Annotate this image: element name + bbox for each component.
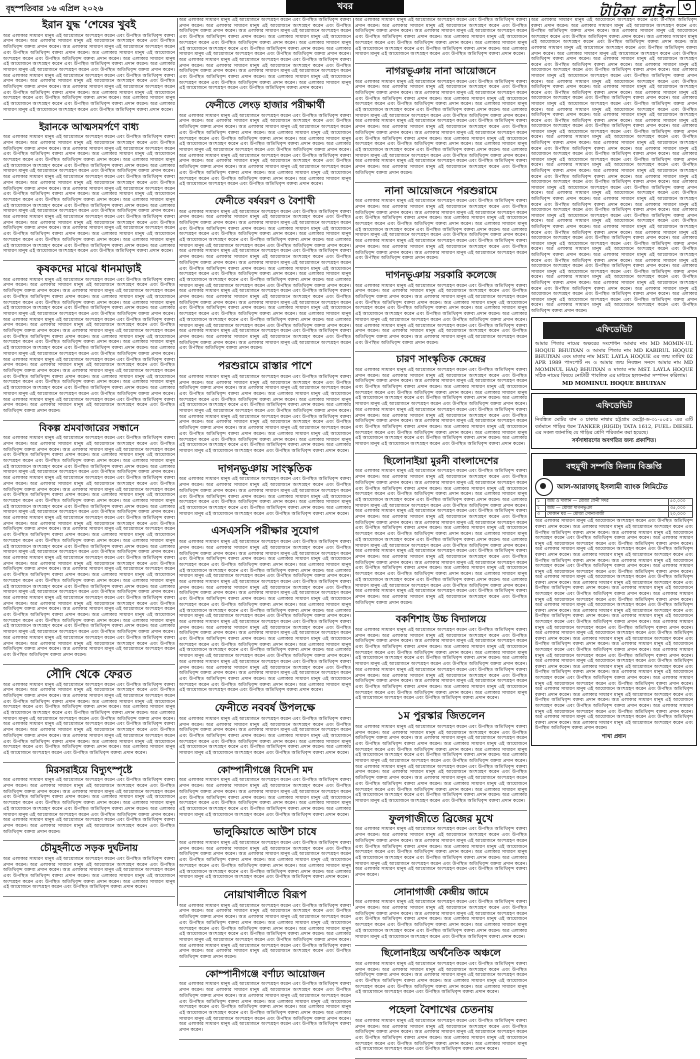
article-divider <box>179 762 351 763</box>
affidavit-text: নিবন্ধিত মোটর যান ৩ চাকার নাম্বার চট্টগ্রাম মেট্রো-ড-৩১-০০৫১ এর এটি বর্তমানে গাড়ির ধরন TANKER (RIGID) TATA 1612, FUEL: DIESEL এর সকল জানাচ্ছি যে গাড়ির শ্রেণি পরিবর্তন করা হয়েছে। <box>535 417 693 436</box>
article <box>3 20 175 114</box>
article-divider <box>355 351 527 352</box>
article-headline: ফেনীতে নববর্ষ উপলক্ষে <box>214 702 316 715</box>
article-divider <box>355 182 527 183</box>
article <box>179 18 351 92</box>
article-body: অত্র এলাকার সাধারণ মানুষ এই আয়োজনে অংশগ্রহণ করেন এবং উপস্থিত অতিথিবৃন্দ বক্তব্য প্রদান করেন। অত্র এলাকার সাধারণ মানুষ এই আয়োজনে অংশগ্রহণ করেন এবং উপস্থিত অতিথিবৃন্দ বক্তব্য প্রদান করেন। অত্র এলাকার সাধারণ মানুষ এই আয়োজনে অংশগ্রহণ করেন এবং উপস্থিত অতিথিবৃন্দ বক্তব্য প্রদান করেন। অত্র এলাকার সাধারণ মানুষ এই আয়োজনে অংশগ্রহণ করেন এবং উপস্থিত অতিথিবৃন্দ বক্তব্য প্রদান করেন। অত্র এলাকার সাধারণ মানুষ এই আয়োজনে অংশগ্রহণ করেন এবং উপস্থিত অতিথিবৃন্দ বক্তব্য প্রদান করেন। অত্র এলাকার সাধারণ মানুষ এই আয়োজনে অংশগ্রহণ করেন এবং উপস্থিত অতিথিবৃন্দ বক্তব্য প্রদান করেন। <box>355 18 527 58</box>
article-headline: কোম্পানীগঞ্জে বর্ণাঢ্য আয়োজন <box>205 968 325 980</box>
article-headline: সোনাগাজী কেন্দ্রীয় জামে <box>393 886 489 898</box>
column-4 <box>531 18 697 906</box>
article-divider <box>179 97 351 98</box>
article-body: অত্র এলাকার সাধারণ মানুষ এই আয়োজনে অংশগ্রহণ করেন এবং উপস্থিত অতিথিবৃন্দ বক্তব্য প্রদান করেন। অত্র এলাকার সাধারণ মানুষ এই আয়োজনে অংশগ্রহণ করেন এবং উপস্থিত অতিথিবৃন্দ বক্তব্য প্রদান করেন। অত্র এলাকার সাধারণ মানুষ এই আয়োজনে অংশগ্রহণ করেন এবং উপস্থিত অতিথিবৃন্দ বক্তব্য প্রদান করেন। অত্র এলাকার সাধারণ মানুষ এই আয়োজনে অংশগ্রহণ করেন এবং উপস্থিত অতিথিবৃন্দ বক্তব্য প্রদান করেন। অত্র এলাকার সাধারণ মানুষ এই আয়োজনে অংশগ্রহণ করেন এবং উপস্থিত অতিথিবৃন্দ বক্তব্য প্রদান করেন। অত্র এলাকার সাধারণ মানুষ এই আয়োজনে অংশগ্রহণ করেন এবং উপস্থিত অতিথিবৃন্দ বক্তব্য প্রদান করেন। অত্র এলাকার সাধারণ মানুষ এই আয়োজনে অংশগ্রহণ করেন এবং উপস্থিত অতিথিবৃন্দ বক্তব্য প্রদান করেন। অত্র এলাকার সাধারণ মানুষ এই আয়োজনে অংশগ্রহণ করেন এবং উপস্থিত অতিথিবৃন্দ বক্তব্য প্রদান করেন। অত্র এলাকার সাধারণ মানুষ এই আয়োজনে অংশগ্রহণ করেন এবং উপস্থিত অতিথিবৃন্দ বক্তব্য প্রদান করেন। অত্র এলাকার সাধারণ মানুষ এই আয়োজনে অংশগ্রহণ করেন এবং উপস্থিত অতিথিবৃন্দ বক্তব্য প্রদান করেন। অত্র এলাকার সাধারণ মানুষ এই আয়োজনে অংশগ্রহণ করেন এবং উপস্থিত অতিথিবৃন্দ বক্তব্য প্রদান করেন। <box>3 682 175 756</box>
article-body: অত্র এলাকার সাধারণ মানুষ এই আয়োজনে অংশগ্রহণ করেন এবং উপস্থিত অতিথিবৃন্দ বক্তব্য প্রদান করেন। অত্র এলাকার সাধারণ মানুষ এই আয়োজনে অংশগ্রহণ করেন এবং উপস্থিত অতিথিবৃন্দ বক্তব্য প্রদান করেন। অত্র এলাকার সাধারণ মানুষ এই আয়োজনে অংশগ্রহণ করেন এবং উপস্থিত অতিথিবৃন্দ বক্তব্য প্রদান করেন। অত্র এলাকার সাধারণ মানুষ এই আয়োজনে অংশগ্রহণ করেন এবং উপস্থিত অতিথিবৃন্দ বক্তব্য প্রদান করেন। অত্র এলাকার সাধারণ মানুষ এই আয়োজনে অংশগ্রহণ করেন এবং উপস্থিত অতিথিবৃন্দ বক্তব্য প্রদান করেন। অত্র এলাকার সাধারণ মানুষ এই আয়োজনে অংশগ্রহণ করেন এবং উপস্থিত অতিথিবৃন্দ বক্তব্য প্রদান করেন। <box>179 778 351 818</box>
article-body: অত্র এলাকার সাধারণ মানুষ এই আয়োজনে অংশগ্রহণ করেন এবং উপস্থিত অতিথিবৃন্দ বক্তব্য প্রদান করেন। অত্র এলাকার সাধারণ মানুষ এই আয়োজনে অংশগ্রহণ করেন এবং উপস্থিত অতিথিবৃন্দ বক্তব্য প্রদান করেন। অত্র এলাকার সাধারণ মানুষ এই আয়োজনে অংশগ্রহণ করেন এবং উপস্থিত অতিথিবৃন্দ বক্তব্য প্রদান করেন। অত্র এলাকার সাধারণ মানুষ এই আয়োজনে অংশগ্রহণ করেন এবং উপস্থিত অতিথিবৃন্দ বক্তব্য প্রদান করেন। অত্র এলাকার সাধারণ মানুষ এই আয়োজনে অংশগ্রহণ করেন এবং উপস্থিত অতিথিবৃন্দ বক্তব্য প্রদান করেন। অত্র এলাকার সাধারণ মানুষ এই আয়োজনে অংশগ্রহণ করেন এবং উপস্থিত অতিথিবৃন্দ বক্তব্য প্রদান করেন। <box>179 716 351 757</box>
article-headline: কৃষকদের মাঝে ধানমাড়াই <box>36 262 142 275</box>
affidavit-banner: এফিডেভিট <box>543 398 685 415</box>
body-text: অত্র এলাকার সাধারণ মানুষ এই আয়োজনে অংশগ্রহণ করেন এবং উপস্থিত অতিথিবৃন্দ বক্তব্য প্রদান করেন। অত্র এলাকার সাধারণ মানুষ এই আয়োজনে অংশগ্রহণ করেন এবং উপস্থিত অতিথিবৃন্দ বক্তব্য প্রদান করেন। অত্র এলাকার সাধারণ মানুষ এই আয়োজনে অংশগ্রহণ করেন এবং উপস্থিত অতিথিবৃন্দ বক্তব্য প্রদান করেন। অত্র এলাকার সাধারণ মানুষ এই আয়োজনে অংশগ্রহণ করেন এবং উপস্থিত অতিথিবৃন্দ বক্তব্য প্রদান করেন। অত্র এলাকার সাধারণ মানুষ এই আয়োজনে অংশগ্রহণ করেন এবং উপস্থিত অতিথিবৃন্দ বক্তব্য প্রদান করেন। অত্র এলাকার সাধারণ মানুষ এই আয়োজনে অংশগ্রহণ করেন এবং উপস্থিত অতিথিবৃন্দ বক্তব্য প্রদান করেন। অত্র এলাকার সাধারণ মানুষ এই আয়োজনে অংশগ্রহণ করেন এবং উপস্থিত অতিথিবৃন্দ বক্তব্য প্রদান করেন। অত্র এলাকার সাধারণ মানুষ এই আয়োজনে অংশগ্রহণ করেন এবং উপস্থিত অতিথিবৃন্দ বক্তব্য প্রদান করেন। অত্র এলাকার সাধারণ মানুষ এই আয়োজনে অংশগ্রহণ করেন এবং উপস্থিত অতিথিবৃন্দ বক্তব্য প্রদান করেন। অত্র এলাকার সাধারণ মানুষ এই আয়োজনে অংশগ্রহণ করেন এবং উপস্থিত অতিথিবৃন্দ বক্তব্য প্রদান করেন। অত্র এলাকার সাধারণ মানুষ এই আয়োজনে অংশগ্রহণ করেন এবং উপস্থিত অতিথিবৃন্দ বক্তব্য প্রদান করেন। অত্র এলাকার সাধারণ মানুষ এই আয়োজনে অংশগ্রহণ করেন এবং উপস্থিত অতিথিবৃন্দ বক্তব্য প্রদান করেন। অত্র এলাকার সাধারণ মানুষ এই আয়োজনে অংশগ্রহণ করেন এবং উপস্থিত অতিথিবৃন্দ বক্তব্য প্রদান করেন। অত্র এলাকার সাধারণ মানুষ এই আয়োজনে অংশগ্রহণ করেন এবং উপস্থিত অতিথিবৃন্দ বক্তব্য প্রদান করেন। অত্র এলাকার সাধারণ মানুষ এই আয়োজনে অংশগ্রহণ করেন এবং উপস্থিত অতিথিবৃন্দ বক্তব্য প্রদান করেন। অত্র এলাকার সাধারণ মানুষ এই আয়োজনে অংশগ্রহণ করেন এবং উপস্থিত অতিথিবৃন্দ বক্তব্য প্রদান করেন। অত্র এলাকার সাধারণ মানুষ এই আয়োজনে অংশগ্রহণ করেন এবং উপস্থিত অতিথিবৃন্দ বক্তব্য প্রদান করেন। অত্র এলাকার সাধারণ মানুষ এই আয়োজনে অংশগ্রহণ করেন এবং উপস্থিত অতিথিবৃন্দ বক্তব্য প্রদান করেন। অত্র এলাকার সাধারণ মানুষ এই আয়োজনে অংশগ্রহণ করেন এবং উপস্থিত অতিথিবৃন্দ বক্তব্য প্রদান করেন। অত্র এলাকার সাধারণ মানুষ এই আয়োজনে অংশগ্রহণ করেন এবং উপস্থিত অতিথিবৃন্দ বক্তব্য প্রদান করেন। অত্র এলাকার সাধারণ মানুষ এই আয়োজনে অংশগ্রহণ করেন এবং উপস্থিত অতিথিবৃন্দ বক্তব্য প্রদান করেন। অত্র এলাকার সাধারণ মানুষ এই আয়োজনে অংশগ্রহণ করেন এবং উপস্থিত অতিথিবৃন্দ বক্তব্য প্রদান করেন। অত্র এলাকার সাধারণ মানুষ এই আয়োজনে অংশগ্রহণ করেন এবং উপস্থিত অতিথিবৃন্দ বক্তব্য প্রদান করেন। অত্র এলাকার সাধারণ মানুষ এই আয়োজনে অংশগ্রহণ করেন এবং উপস্থিত অতিথিবৃন্দ বক্তব্য প্রদান করেন। অত্র এলাকার সাধারণ মানুষ এই আয়োজনে অংশগ্রহণ করেন এবং উপস্থিত অতিথিবৃন্দ বক্তব্য প্রদান করেন। অত্র এলাকার সাধারণ মানুষ এই আয়োজনে অংশগ্রহণ করেন এবং উপস্থিত অতিথিবৃন্দ বক্তব্য প্রদান করেন। অত্র এলাকার সাধারণ মানুষ এই আয়োজনে অংশগ্রহণ করেন এবং উপস্থিত অতিথিবৃন্দ বক্তব্য প্রদান করেন। অত্র এলাকার সাধারণ মানুষ এই আয়োজনে অংশগ্রহণ করেন এবং উপস্থিত অতিথিবৃন্দ বক্তব্য প্রদান করেন। অত্র এলাকার সাধারণ মানুষ এই আয়োজনে অংশগ্রহণ করেন এবং উপস্থিত অতিথিবৃন্দ বক্তব্য প্রদান করেন। অত্র এলাকার সাধারণ মানুষ এই আয়োজনে অংশগ্রহণ করেন এবং উপস্থিত অতিথিবৃন্দ বক্তব্য প্রদান করেন। অত্র এলাকার সাধারণ মানুষ এই আয়োজনে অংশগ্রহণ করেন এবং উপস্থিত অতিথিবৃন্দ বক্তব্য প্রদান করেন। অত্র এলাকার সাধারণ মানুষ এই আয়োজনে অংশগ্রহণ করেন এবং উপস্থিত অতিথিবৃন্দ বক্তব্য প্রদান করেন। অত্র এলাকার সাধারণ মানুষ এই আয়োজনে অংশগ্রহণ করেন এবং উপস্থিত অতিথিবৃন্দ বক্তব্য প্রদান করেন। অত্র এলাকার সাধারণ মানুষ এই আয়োজনে অংশগ্রহণ করেন এবং উপস্থিত অতিথিবৃন্দ বক্তব্য প্রদান করেন। অত্র এলাকার সাধারণ মানুষ এই আয়োজনে অংশগ্রহণ করেন এবং উপস্থিত অতিথিবৃন্দ বক্তব্য প্রদান করেন। অত্র এলাকার সাধারণ মানুষ এই আয়োজনে অংশগ্রহণ করেন এবং উপস্থিত অতিথিবৃন্দ বক্তব্য প্রদান করেন। অত্র এলাকার সাধারণ মানুষ এই আয়োজনে অংশগ্রহণ করেন এবং উপস্থিত অতিথিবৃন্দ বক্তব্য প্রদান করেন। অত্র এলাকার সাধারণ মানুষ এই আয়োজনে অংশগ্রহণ করেন এবং উপস্থিত অতিথিবৃন্দ বক্তব্য প্রদান করেন। অত্র এলাকার সাধারণ মানুষ এই আয়োজনে অংশগ্রহণ করেন এবং উপস্থিত অতিথিবৃন্দ বক্তব্য প্রদান করেন। অত্র এলাকার সাধারণ মানুষ এই আয়োজনে অংশগ্রহণ করেন এবং উপস্থিত অতিথিবৃন্দ বক্তব্য প্রদান করেন। অত্র এলাকার সাধারণ মানুষ এই আয়োজনে অংশগ্রহণ করেন এবং উপস্থিত অতিথিবৃন্দ বক্তব্য প্রদান করেন। অত্র এলাকার সাধারণ মানুষ এই আয়োজনে অংশগ্রহণ করেন এবং উপস্থিত অতিথিবৃন্দ বক্তব্য প্রদান করেন। <box>531 18 697 314</box>
article-divider <box>179 966 351 967</box>
article-body: অত্র এলাকার সাধারণ মানুষ এই আয়োজনে অংশগ্রহণ করেন এবং উপস্থিত অতিথিবৃন্দ বক্তব্য প্রদান করেন। অত্র এলাকার সাধারণ মানুষ এই আয়োজনে অংশগ্রহণ করেন এবং উপস্থিত অতিথিবৃন্দ বক্তব্য প্রদান করেন। অত্র এলাকার সাধারণ মানুষ এই আয়োজনে অংশগ্রহণ করেন এবং উপস্থিত অতিথিবৃন্দ বক্তব্য প্রদান করেন। অত্র এলাকার সাধারণ মানুষ এই আয়োজনে অংশগ্রহণ করেন এবং উপস্থিত অতিথিবৃন্দ বক্তব্য প্রদান করেন। অত্র এলাকার সাধারণ মানুষ এই আয়োজনে অংশগ্রহণ করেন এবং উপস্থিত অতিথিবৃন্দ বক্তব্য প্রদান করেন। <box>3 856 175 891</box>
auction-cell: ২ <box>536 506 546 512</box>
column-1 <box>3 18 175 906</box>
article-headline: ইরান যুদ্ধ ‘শেষের খুবই <box>42 19 136 31</box>
article <box>179 197 351 352</box>
article-headline: মিরসরাইয়ে বিদ্যুৎস্পৃষ্টে <box>45 764 133 776</box>
article-body: অত্র এলাকার সাধারণ মানুষ এই আয়োজনে অংশগ্রহণ করেন এবং উপস্থিত অতিথিবৃন্দ বক্তব্য প্রদান করেন। অত্র এলাকার সাধারণ মানুষ এই আয়োজনে অংশগ্রহণ করেন এবং উপস্থিত অতিথিবৃন্দ বক্তব্য প্রদান করেন। অত্র এলাকার সাধারণ মানুষ এই আয়োজনে অংশগ্রহণ করেন এবং উপস্থিত অতিথিবৃন্দ বক্তব্য প্রদান করেন। অত্র এলাকার সাধারণ মানুষ এই আয়োজনে অংশগ্রহণ করেন এবং উপস্থিত অতিথিবৃন্দ বক্তব্য প্রদান করেন। অত্র এলাকার সাধারণ মানুষ এই আয়োজনে অংশগ্রহণ করেন এবং উপস্থিত অতিথিবৃন্দ বক্তব্য প্রদান করেন। অত্র এলাকার সাধারণ মানুষ এই আয়োজনে অংশগ্রহণ করেন এবং উপস্থিত অতিথিবৃন্দ বক্তব্য প্রদান করেন। অত্র এলাকার সাধারণ মানুষ এই আয়োজনে অংশগ্রহণ করেন এবং উপস্থিত অতিথিবৃন্দ বক্তব্য প্রদান করেন। অত্র এলাকার সাধারণ মানুষ এই আয়োজনে অংশগ্রহণ করেন এবং উপস্থিত অতিথিবৃন্দ বক্তব্য প্রদান করেন। <box>3 778 175 835</box>
article-divider <box>3 840 175 841</box>
column-divider <box>529 18 530 906</box>
article-divider <box>3 896 175 897</box>
auction-cell: ৩৫,০০০ <box>669 506 693 512</box>
article-headline: পরশুরামে রাস্তার পাশে <box>218 360 312 373</box>
masthead-logo: টাটকা লাইন <box>598 4 674 20</box>
affidavit-footer: সর্বসাধারণের অবগতির জন্য প্রকাশিত। <box>571 438 657 445</box>
article <box>355 355 527 447</box>
auction-cell: দোকান ঘর — মৌজা সোনাগাজী <box>546 512 669 518</box>
article-body: অত্র এলাকার সাধারণ মানুষ এই আয়োজনে অংশগ্রহণ করেন এবং উপস্থিত অতিথিবৃন্দ বক্তব্য প্রদান করেন। অত্র এলাকার সাধারণ মানুষ এই আয়োজনে অংশগ্রহণ করেন এবং উপস্থিত অতিথিবৃন্দ বক্তব্য প্রদান করেন। অত্র এলাকার সাধারণ মানুষ এই আয়োজনে অংশগ্রহণ করেন এবং উপস্থিত অতিথিবৃন্দ বক্তব্য প্রদান করেন। অত্র এলাকার সাধারণ মানুষ এই আয়োজনে অংশগ্রহণ করেন এবং উপস্থিত অতিথিবৃন্দ বক্তব্য প্রদান করেন। অত্র এলাকার সাধারণ মানুষ এই আয়োজনে অংশগ্রহণ করেন এবং উপস্থিত অতিথিবৃন্দ বক্তব্য প্রদান করেন। অত্র এলাকার সাধারণ মানুষ এই আয়োজনে অংশগ্রহণ করেন এবং উপস্থিত অতিথিবৃন্দ বক্তব্য প্রদান করেন। অত্র এলাকার সাধারণ মানুষ এই আয়োজনে অংশগ্রহণ করেন এবং উপস্থিত অতিথিবৃন্দ বক্তব্য প্রদান করেন। অত্র এলাকার সাধারণ মানুষ এই আয়োজনে অংশগ্রহণ করেন এবং উপস্থিত অতিথিবৃন্দ বক্তব্য প্রদান করেন। অত্র এলাকার সাধারণ মানুষ এই আয়োজনে অংশগ্রহণ করেন এবং উপস্থিত অতিথিবৃন্দ বক্তব্য প্রদান করেন। অত্র এলাকার সাধারণ মানুষ এই আয়োজনে অংশগ্রহণ করেন এবং উপস্থিত অতিথিবৃন্দ বক্তব্য প্রদান করেন। অত্র এলাকার সাধারণ মানুষ এই আয়োজনে অংশগ্রহণ করেন এবং উপস্থিত অতিথিবৃন্দ বক্তব্য প্রদান করেন। অত্র এলাকার সাধারণ মানুষ এই আয়োজনে অংশগ্রহণ করেন এবং উপস্থিত অতিথিবৃন্দ বক্তব্য প্রদান করেন। অত্র এলাকার সাধারণ মানুষ এই আয়োজনে অংশগ্রহণ করেন এবং উপস্থিত অতিথিবৃন্দ বক্তব্য প্রদান করেন। অত্র এলাকার সাধারণ মানুষ এই আয়োজনে অংশগ্রহণ করেন এবং উপস্থিত অতিথিবৃন্দ বক্তব্য প্রদান করেন। অত্র এলাকার সাধারণ মানুষ এই আয়োজনে অংশগ্রহণ করেন এবং উপস্থিত অতিথিবৃন্দ বক্তব্য প্রদান করেন। অত্র এলাকার সাধারণ মানুষ এই আয়োজনে অংশগ্রহণ করেন এবং উপস্থিত অতিথিবৃন্দ বক্তব্য প্রদান করেন। অত্র এলাকার সাধারণ মানুষ এই আয়োজনে অংশগ্রহণ করেন এবং উপস্থিত অতিথিবৃন্দ বক্তব্য প্রদান করেন। অত্র এলাকার সাধারণ মানুষ এই আয়োজনে অংশগ্রহণ করেন এবং উপস্থিত অতিথিবৃন্দ বক্তব্য প্রদান করেন। অত্র এলাকার সাধারণ মানুষ এই আয়োজনে অংশগ্রহণ করেন এবং উপস্থিত অতিথিবৃন্দ বক্তব্য প্রদান করেন। অত্র এলাকার সাধারণ মানুষ এই আয়োজনে অংশগ্রহণ করেন এবং উপস্থিত অতিথিবৃন্দ বক্তব্য প্রদান করেন। <box>355 469 527 606</box>
article-headline: ফেনীতে বর্ষবরণ ও বৈশাখী <box>214 195 316 207</box>
article <box>3 844 175 891</box>
page-number: ৩ <box>678 0 696 15</box>
article-headline: নানা আয়োজনে পরশুরামে <box>384 184 498 197</box>
auction-cell: জমি — মৌজা দাগনভূঞা <box>546 506 669 512</box>
article-body: অত্র এলাকার সাধারণ মানুষ এই আয়োজনে অংশগ্রহণ করেন এবং উপস্থিত অতিথিবৃন্দ বক্তব্য প্রদান করেন। অত্র এলাকার সাধারণ মানুষ এই আয়োজনে অংশগ্রহণ করেন এবং উপস্থিত অতিথিবৃন্দ বক্তব্য প্রদান করেন। অত্র এলাকার সাধারণ মানুষ এই আয়োজনে অংশগ্রহণ করেন এবং উপস্থিত অতিথিবৃন্দ বক্তব্য প্রদান করেন। অত্র এলাকার সাধারণ মানুষ এই আয়োজনে অংশগ্রহণ করেন এবং উপস্থিত অতিথিবৃন্দ বক্তব্য প্রদান করেন। অত্র এলাকার সাধারণ মানুষ এই আয়োজনে অংশগ্রহণ করেন এবং উপস্থিত অতিথিবৃন্দ বক্তব্য প্রদান করেন। অত্র এলাকার সাধারণ মানুষ এই আয়োজনে অংশগ্রহণ করেন এবং উপস্থিত অতিথিবৃন্দ বক্তব্য প্রদান করেন। অত্র এলাকার সাধারণ মানুষ এই আয়োজনে অংশগ্রহণ করেন এবং উপস্থিত অতিথিবৃন্দ বক্তব্য প্রদান করেন। অত্র এলাকার সাধারণ মানুষ এই আয়োজনে অংশগ্রহণ করেন এবং উপস্থিত অতিথিবৃন্দ বক্তব্য প্রদান করেন। অত্র এলাকার সাধারণ মানুষ এই আয়োজনে অংশগ্রহণ করেন এবং উপস্থিত অতিথিবৃন্দ বক্তব্য প্রদান করেন। অত্র এলাকার সাধারণ মানুষ এই আয়োজনে অংশগ্রহণ করেন এবং উপস্থিত অতিথিবৃন্দ বক্তব্য প্রদান করেন। অত্র এলাকার সাধারণ মানুষ এই আয়োজনে অংশগ্রহণ করেন এবং উপস্থিত অতিথিবৃন্দ বক্তব্য প্রদান করেন। অত্র এলাকার সাধারণ মানুষ এই আয়োজনে অংশগ্রহণ করেন এবং উপস্থিত অতিথিবৃন্দ বক্তব্য প্রদান করেন। <box>179 374 351 454</box>
article-divider <box>3 119 175 120</box>
article <box>3 424 175 659</box>
article-headline: নাগরভূঞায় নানা আয়োজনে <box>385 65 497 77</box>
article <box>355 1005 527 1053</box>
article-divider <box>355 453 527 454</box>
article-divider <box>355 63 527 64</box>
article <box>355 18 527 58</box>
article-headline: ছিলোনাইয়া মুরনী বাংলাদেশের <box>383 455 499 467</box>
article-divider <box>179 886 351 887</box>
article <box>355 615 527 702</box>
column-2 <box>179 18 351 1034</box>
auction-cell: ২০,০০০ <box>669 512 693 518</box>
auction-cell: ৫০,০০০ <box>669 499 693 505</box>
article-body: অত্র এলাকার সাধারণ মানুষ এই আয়োজনে অংশগ্রহণ করেন এবং উপস্থিত অতিথিবৃন্দ বক্তব্য প্রদান করেন। অত্র এলাকার সাধারণ মানুষ এই আয়োজনে অংশগ্রহণ করেন এবং উপস্থিত অতিথিবৃন্দ বক্তব্য প্রদান করেন। অত্র এলাকার সাধারণ মানুষ এই আয়োজনে অংশগ্রহণ করেন এবং উপস্থিত অতিথিবৃন্দ বক্তব্য প্রদান করেন। অত্র এলাকার সাধারণ মানুষ এই আয়োজনে অংশগ্রহণ করেন এবং উপস্থিত অতিথিবৃন্দ বক্তব্য প্রদান করেন। অত্র এলাকার সাধারণ মানুষ এই আয়োজনে অংশগ্রহণ করেন এবং উপস্থিত অতিথিবৃন্দ বক্তব্য প্রদান করেন। <box>355 961 527 996</box>
article-body: অত্র এলাকার সাধারণ মানুষ এই আয়োজনে অংশগ্রহণ করেন এবং উপস্থিত অতিথিবৃন্দ বক্তব্য প্রদান করেন। অত্র এলাকার সাধারণ মানুষ এই আয়োজনে অংশগ্রহণ করেন এবং উপস্থিত অতিথিবৃন্দ বক্তব্য প্রদান করেন। অত্র এলাকার সাধারণ মানুষ এই আয়োজনে অংশগ্রহণ করেন এবং উপস্থিত অতিথিবৃন্দ বক্তব্য প্রদান করেন। অত্র এলাকার সাধারণ মানুষ এই আয়োজনে অংশগ্রহণ করেন এবং উপস্থিত অতিথিবৃন্দ বক্তব্য প্রদান করেন। অত্র এলাকার সাধারণ মানুষ এই আয়োজনে অংশগ্রহণ করেন এবং উপস্থিত অতিথিবৃন্দ বক্তব্য প্রদান করেন। অত্র এলাকার সাধারণ মানুষ এই আয়োজনে অংশগ্রহণ করেন এবং উপস্থিত অতিথিবৃন্দ বক্তব্য প্রদান করেন। অত্র এলাকার সাধারণ মানুষ এই আয়োজনে অংশগ্রহণ করেন এবং উপস্থিত অতিথিবৃন্দ বক্তব্য প্রদান করেন। <box>179 982 351 1034</box>
article-body: অত্র এলাকার সাধারণ মানুষ এই আয়োজনে অংশগ্রহণ করেন এবং উপস্থিত অতিথিবৃন্দ বক্তব্য প্রদান করেন। অত্র এলাকার সাধারণ মানুষ এই আয়োজনে অংশগ্রহণ করেন এবং উপস্থিত অতিথিবৃন্দ বক্তব্য প্রদান করেন। অত্র এলাকার সাধারণ মানুষ এই আয়োজনে অংশগ্রহণ করেন এবং উপস্থিত অতিথিবৃন্দ বক্তব্য প্রদান করেন। অত্র এলাকার সাধারণ মানুষ এই আয়োজনে অংশগ্রহণ করেন এবং উপস্থিত অতিথিবৃন্দ বক্তব্য প্রদান করেন। অত্র এলাকার সাধারণ মানুষ এই আয়োজনে অংশগ্রহণ করেন এবং উপস্থিত অতিথিবৃন্দ বক্তব্য প্রদান করেন। অত্র এলাকার সাধারণ মানুষ এই আয়োজনে অংশগ্রহণ করেন এবং উপস্থিত অতিথিবৃন্দ বক্তব্য প্রদান করেন। অত্র এলাকার সাধারণ মানুষ এই আয়োজনে অংশগ্রহণ করেন এবং উপস্থিত অতিথিবৃন্দ বক্তব্য প্রদান করেন। অত্র এলাকার সাধারণ মানুষ এই আয়োজনে অংশগ্রহণ করেন এবং উপস্থিত অতিথিবৃন্দ বক্তব্য প্রদান করেন। অত্র এলাকার সাধারণ মানুষ এই আয়োজনে অংশগ্রহণ করেন এবং উপস্থিত অতিথিবৃন্দ বক্তব্য প্রদান করেন। অত্র এলাকার সাধারণ মানুষ এই আয়োজনে অংশগ্রহণ করেন এবং উপস্থিত অতিথিবৃন্দ বক্তব্য প্রদান করেন। অত্র এলাকার সাধারণ মানুষ এই আয়োজনে অংশগ্রহণ করেন এবং উপস্থিত অতিথিবৃন্দ বক্তব্য প্রদান করেন। অত্র এলাকার সাধারণ মানুষ এই আয়োজনে অংশগ্রহণ করেন এবং উপস্থিত অতিথিবৃন্দ বক্তব্য প্রদান করেন। অত্র এলাকার সাধারণ মানুষ এই আয়োজনে অংশগ্রহণ করেন এবং উপস্থিত অতিথিবৃন্দ বক্তব্য প্রদান করেন। অত্র এলাকার সাধারণ মানুষ এই আয়োজনে অংশগ্রহণ করেন এবং উপস্থিত অতিথিবৃন্দ বক্তব্য প্রদান করেন। অত্র এলাকার সাধারণ মানুষ এই আয়োজনে অংশগ্রহণ করেন এবং উপস্থিত অতিথিবৃন্দ বক্তব্য প্রদান করেন। অত্র এলাকার সাধারণ মানুষ এই আয়োজনে অংশগ্রহণ করেন এবং উপস্থিত অতিথিবৃন্দ বক্তব্য প্রদান করেন। অত্র এলাকার সাধারণ মানুষ এই আয়োজনে অংশগ্রহণ করেন এবং উপস্থিত অতিথিবৃন্দ বক্তব্য প্রদান করেন। অত্র এলাকার সাধারণ মানুষ এই আয়োজনে অংশগ্রহণ করেন এবং উপস্থিত অতিথিবৃন্দ বক্তব্য প্রদান করেন। অত্র এলাকার সাধারণ মানুষ এই আয়োজনে অংশগ্রহণ করেন এবং উপস্থিত অতিথিবৃন্দ বক্তব্য প্রদান করেন। অত্র এলাকার সাধারণ মানুষ এই আয়োজনে অংশগ্রহণ করেন এবং উপস্থিত অতিথিবৃন্দ বক্তব্য প্রদান করেন। অত্র এলাকার সাধারণ মানুষ এই আয়োজনে অংশগ্রহণ করেন এবং উপস্থিত অতিথিবৃন্দ বক্তব্য প্রদান করেন। <box>179 209 351 352</box>
article-body: অত্র এলাকার সাধারণ মানুষ এই আয়োজনে অংশগ্রহণ করেন এবং উপস্থিত অতিথিবৃন্দ বক্তব্য প্রদান করেন। অত্র এলাকার সাধারণ মানুষ এই আয়োজনে অংশগ্রহণ করেন এবং উপস্থিত অতিথিবৃন্দ বক্তব্য প্রদান করেন। অত্র এলাকার সাধারণ মানুষ এই আয়োজনে অংশগ্রহণ করেন এবং উপস্থিত অতিথিবৃন্দ বক্তব্য প্রদান করেন। অত্র এলাকার সাধারণ মানুষ এই আয়োজনে অংশগ্রহণ করেন এবং উপস্থিত অতিথিবৃন্দ বক্তব্য প্রদান করেন। অত্র এলাকার সাধারণ মানুষ এই আয়োজনে অংশগ্রহণ করেন এবং উপস্থিত অতিথিবৃন্দ বক্তব্য প্রদান করেন। অত্র এলাকার সাধারণ মানুষ এই আয়োজনে অংশগ্রহণ করেন এবং উপস্থিত অতিথিবৃন্দ বক্তব্য প্রদান করেন। <box>179 841 351 881</box>
article <box>179 526 351 694</box>
article-body: অত্র এলাকার সাধারণ মানুষ এই আয়োজনে অংশগ্রহণ করেন এবং উপস্থিত অতিথিবৃন্দ বক্তব্য প্রদান করেন। অত্র এলাকার সাধারণ মানুষ এই আয়োজনে অংশগ্রহণ করেন এবং উপস্থিত অতিথিবৃন্দ বক্তব্য প্রদান করেন। অত্র এলাকার সাধারণ মানুষ এই আয়োজনে অংশগ্রহণ করেন এবং উপস্থিত অতিথিবৃন্দ বক্তব্য প্রদান করেন। অত্র এলাকার সাধারণ মানুষ এই আয়োজনে অংশগ্রহণ করেন এবং উপস্থিত অতিথিবৃন্দ বক্তব্য প্রদান করেন। অত্র এলাকার সাধারণ মানুষ এই আয়োজনে অংশগ্রহণ করেন এবং উপস্থিত অতিথিবৃন্দ বক্তব্য প্রদান করেন। অত্র এলাকার সাধারণ মানুষ এই আয়োজনে অংশগ্রহণ করেন এবং উপস্থিত অতিথিবৃন্দ বক্তব্য প্রদান করেন। অত্র এলাকার সাধারণ মানুষ এই আয়োজনে অংশগ্রহণ করেন এবং উপস্থিত অতিথিবৃন্দ বক্তব্য প্রদান করেন। অত্র এলাকার সাধারণ মানুষ এই আয়োজনে অংশগ্রহণ করেন এবং উপস্থিত অতিথিবৃন্দ বক্তব্য প্রদান করেন। অত্র এলাকার সাধারণ মানুষ এই আয়োজনে অংশগ্রহণ করেন এবং উপস্থিত অতিথিবৃন্দ বক্তব্য প্রদান করেন। <box>355 283 527 346</box>
article-divider <box>355 1001 527 1002</box>
article-headline: এসএসসি পরীক্ষার সুযোগ <box>211 525 319 538</box>
affidavit-box <box>531 393 697 449</box>
article-divider <box>179 823 351 824</box>
article <box>3 264 175 415</box>
affidavit-signature: MD MOMINUL HOQUE BHUIYAN <box>562 381 666 388</box>
article-headline: বিকল্প শ্রমবাজারের সন্ধানে <box>39 422 139 434</box>
article <box>179 970 351 1034</box>
article-body: অত্র এলাকার সাধারণ মানুষ এই আয়োজনে অংশগ্রহণ করেন এবং উপস্থিত অতিথিবৃন্দ বক্তব্য প্রদান করেন। অত্র এলাকার সাধারণ মানুষ এই আয়োজনে অংশগ্রহণ করেন এবং উপস্থিত অতিথিবৃন্দ বক্তব্য প্রদান করেন। অত্র এলাকার সাধারণ মানুষ এই আয়োজনে অংশগ্রহণ করেন এবং উপস্থিত অতিথিবৃন্দ বক্তব্য প্রদান করেন। অত্র এলাকার সাধারণ মানুষ এই আয়োজনে অংশগ্রহণ করেন এবং উপস্থিত অতিথিবৃন্দ বক্তব্য প্রদান করেন। অত্র এলাকার সাধারণ মানুষ এই আয়োজনে অংশগ্রহণ করেন এবং উপস্থিত অতিথিবৃন্দ বক্তব্য প্রদান করেন। অত্র এলাকার সাধারণ মানুষ এই আয়োজনে অংশগ্রহণ করেন এবং উপস্থিত অতিথিবৃন্দ বক্তব্য প্রদান করেন। অত্র এলাকার সাধারণ মানুষ এই আয়োজনে অংশগ্রহণ করেন এবং উপস্থিত অতিথিবৃন্দ বক্তব্য প্রদান করেন। অত্র এলাকার সাধারণ মানুষ এই আয়োজনে অংশগ্রহণ করেন এবং উপস্থিত অতিথিবৃন্দ বক্তব্য প্রদান করেন। অত্র এলাকার সাধারণ মানুষ এই আয়োজনে অংশগ্রহণ করেন এবং উপস্থিত অতিথিবৃন্দ বক্তব্য প্রদান করেন। অত্র এলাকার সাধারণ মানুষ এই আয়োজনে অংশগ্রহণ করেন এবং উপস্থিত অতিথিবৃন্দ বক্তব্য প্রদান করেন। অত্র এলাকার সাধারণ মানুষ এই আয়োজনে অংশগ্রহণ করেন এবং উপস্থিত অতিথিবৃন্দ বক্তব্য প্রদান করেন। অত্র এলাকার সাধারণ মানুষ এই আয়োজনে অংশগ্রহণ করেন এবং উপস্থিত অতিথিবৃন্দ বক্তব্য প্রদান করেন। অত্র এলাকার সাধারণ মানুষ এই আয়োজনে অংশগ্রহণ করেন এবং উপস্থিত অতিথিবৃন্দ বক্তব্য প্রদান করেন। অত্র এলাকার সাধারণ মানুষ এই আয়োজনে অংশগ্রহণ করেন এবং উপস্থিত অতিথিবৃন্দ বক্তব্য প্রদান করেন। অত্র এলাকার সাধারণ মানুষ এই আয়োজনে অংশগ্রহণ করেন এবং উপস্থিত অতিথিবৃন্দ বক্তব্য প্রদান করেন। অত্র এলাকার সাধারণ মানুষ এই আয়োজনে অংশগ্রহণ করেন এবং উপস্থিত অতিথিবৃন্দ বক্তব্য প্রদান করেন। অত্র এলাকার সাধারণ মানুষ এই আয়োজনে অংশগ্রহণ করেন এবং উপস্থিত অতিথিবৃন্দ বক্তব্য প্রদান করেন। অত্র এলাকার সাধারণ মানুষ এই আয়োজনে অংশগ্রহণ করেন এবং উপস্থিত অতিথিবৃন্দ বক্তব্য প্রদান করেন। অত্র এলাকার সাধারণ মানুষ এই আয়োজনে অংশগ্রহণ করেন এবং উপস্থিত অতিথিবৃন্দ বক্তব্য প্রদান করেন। অত্র এলাকার সাধারণ মানুষ এই আয়োজনে অংশগ্রহণ করেন এবং উপস্থিত অতিথিবৃন্দ বক্তব্য প্রদান করেন। অত্র এলাকার সাধারণ মানুষ এই আয়োজনে অংশগ্রহণ করেন এবং উপস্থিত অতিথিবৃন্দ বক্তব্য প্রদান করেন। অত্র এলাকার সাধারণ মানুষ এই আয়োজনে অংশগ্রহণ করেন এবং উপস্থিত অতিথিবৃন্দ বক্তব্য প্রদান করেন। অত্র এলাকার সাধারণ মানুষ এই আয়োজনে অংশগ্রহণ করেন এবং উপস্থিত অতিথিবৃন্দ বক্তব্য প্রদান করেন। অত্র এলাকার সাধারণ মানুষ এই আয়োজনে অংশগ্রহণ করেন এবং উপস্থিত অতিথিবৃন্দ বক্তব্য প্রদান করেন। অত্র এলাকার সাধারণ মানুষ এই আয়োজনে অংশগ্রহণ করেন এবং উপস্থিত অতিথিবৃন্দ বক্তব্য প্রদান করেন। অত্র এলাকার সাধারণ মানুষ এই আয়োজনে অংশগ্রহণ করেন এবং উপস্থিত অতিথিবৃন্দ বক্তব্য প্রদান করেন। অত্র এলাকার সাধারণ মানুষ এই আয়োজনে অংশগ্রহণ করেন এবং উপস্থিত অতিথিবৃন্দ বক্তব্য প্রদান করেন। অত্র এলাকার সাধারণ মানুষ এই আয়োজনে অংশগ্রহণ করেন এবং উপস্থিত অতিথিবৃন্দ বক্তব্য প্রদান করেন। অত্র এলাকার সাধারণ মানুষ এই আয়োজনে অংশগ্রহণ করেন এবং উপস্থিত অতিথিবৃন্দ বক্তব্য প্রদান করেন। অত্র এলাকার সাধারণ মানুষ এই আয়োজনে অংশগ্রহণ করেন এবং উপস্থিত অতিথিবৃন্দ বক্তব্য প্রদান করেন। অত্র এলাকার সাধারণ মানুষ এই আয়োজনে অংশগ্রহণ করেন এবং উপস্থিত অতিথিবৃন্দ বক্তব্য প্রদান করেন। অত্র এলাকার সাধারণ মানুষ এই আয়োজনে অংশগ্রহণ করেন এবং উপস্থিত অতিথিবৃন্দ বক্তব্য প্রদান করেন। অত্র এলাকার সাধারণ মানুষ এই আয়োজনে অংশগ্রহণ করেন এবং উপস্থিত অতিথিবৃন্দ বক্তব্য প্রদান করেন। <box>3 436 175 658</box>
article <box>179 464 351 518</box>
auction-banner: বহুমুখী সম্পত্তি নিলাম বিজ্ঞপ্তি <box>543 459 685 476</box>
article-headline: ১ম পুরস্কার জিতলেন <box>397 710 485 723</box>
affidavit-text: আমার পিতার নামের অক্ষরের সংশোধন আমার নাম MD MOMIN-UL HOQUE BHUIYAN ও আমার পিতার নাম MD KABIRUL HOQUE BHUIYAN এবং মাতার নাম MST. LAYLA HOQUE এর জন্ম তারিখ 02 APR 1989 পাসপোর্ট নং ও আমার জন্ম নিবন্ধন সনদে আমার নাম MD MOMINUL HAQ BHUIYAN ও মাতার নাম MST. LAYLA HOQUE সঠিক নামের বিষয়ে নোটারী পাবলিক এর মাধ্যমে হলফনামা সম্পাদন করিলাম। <box>535 341 693 379</box>
column-divider <box>353 18 354 906</box>
article-body: অত্র এলাকার সাধারণ মানুষ এই আয়োজনে অংশগ্রহণ করেন এবং উপস্থিত অতিথিবৃন্দ বক্তব্য প্রদান করেন। অত্র এলাকার সাধারণ মানুষ এই আয়োজনে অংশগ্রহণ করেন এবং উপস্থিত অতিথিবৃন্দ বক্তব্য প্রদান করেন। অত্র এলাকার সাধারণ মানুষ এই আয়োজনে অংশগ্রহণ করেন এবং উপস্থিত অতিথিবৃন্দ বক্তব্য প্রদান করেন। অত্র এলাকার সাধারণ মানুষ এই আয়োজনে অংশগ্রহণ করেন এবং উপস্থিত অতিথিবৃন্দ বক্তব্য প্রদান করেন। অত্র এলাকার সাধারণ মানুষ এই আয়োজনে অংশগ্রহণ করেন এবং উপস্থিত অতিথিবৃন্দ বক্তব্য প্রদান করেন। অত্র এলাকার সাধারণ মানুষ এই আয়োজনে অংশগ্রহণ করেন এবং উপস্থিত অতিথিবৃন্দ বক্তব্য প্রদান করেন। অত্র এলাকার সাধারণ মানুষ এই আয়োজনে অংশগ্রহণ করেন এবং উপস্থিত অতিথিবৃন্দ বক্তব্য প্রদান করেন। অত্র এলাকার সাধারণ মানুষ এই আয়োজনে অংশগ্রহণ করেন এবং উপস্থিত অতিথিবৃন্দ বক্তব্য প্রদান করেন। অত্র এলাকার সাধারণ মানুষ এই আয়োজনে অংশগ্রহণ করেন এবং উপস্থিত অতিথিবৃন্দ বক্তব্য প্রদান করেন। অত্র এলাকার সাধারণ মানুষ এই আয়োজনে অংশগ্রহণ করেন এবং উপস্থিত অতিথিবৃন্দ বক্তব্য প্রদান করেন। অত্র এলাকার সাধারণ মানুষ এই আয়োজনে অংশগ্রহণ করেন এবং উপস্থিত অতিথিবৃন্দ বক্তব্য প্রদান করেন। <box>179 18 351 92</box>
article-headline: চৌমুহনীতে সড়ক দুর্ঘটনায় <box>40 843 138 855</box>
article-divider <box>355 707 527 708</box>
article <box>179 766 351 819</box>
auction-cell: জমি ও দালান — মৌজা ফেনী সদর <box>546 499 669 505</box>
article <box>179 827 351 881</box>
article <box>355 67 527 177</box>
article-divider <box>355 267 527 268</box>
article-headline: পহেলা বৈশাখের চেতনায় <box>388 1004 494 1017</box>
article-divider <box>355 810 527 811</box>
article <box>355 186 527 262</box>
column-3 <box>355 18 527 1053</box>
article <box>355 271 527 346</box>
article-body: অত্র এলাকার সাধারণ মানুষ এই আয়োজনে অংশগ্রহণ করেন এবং উপস্থিত অতিথিবৃন্দ বক্তব্য প্রদান করেন। অত্র এলাকার সাধারণ মানুষ এই আয়োজনে অংশগ্রহণ করেন এবং উপস্থিত অতিথিবৃন্দ বক্তব্য প্রদান করেন। অত্র এলাকার সাধারণ মানুষ এই আয়োজনে অংশগ্রহণ করেন এবং উপস্থিত অতিথিবৃন্দ বক্তব্য প্রদান করেন। অত্র এলাকার সাধারণ মানুষ এই আয়োজনে অংশগ্রহণ করেন এবং উপস্থিত অতিথিবৃন্দ বক্তব্য প্রদান করেন। অত্র এলাকার সাধারণ মানুষ এই আয়োজনে অংশগ্রহণ করেন এবং উপস্থিত অতিথিবৃন্দ বক্তব্য প্রদান করেন। অত্র এলাকার সাধারণ মানুষ এই আয়োজনে অংশগ্রহণ করেন এবং উপস্থিত অতিথিবৃন্দ বক্তব্য প্রদান করেন। অত্র এলাকার সাধারণ মানুষ এই আয়োজনে অংশগ্রহণ করেন এবং উপস্থিত অতিথিবৃন্দ বক্তব্য প্রদান করেন। অত্র এলাকার সাধারণ মানুষ এই আয়োজনে অংশগ্রহণ করেন এবং উপস্থিত অতিথিবৃন্দ বক্তব্য প্রদান করেন। অত্র এলাকার সাধারণ মানুষ এই আয়োজনে অংশগ্রহণ করেন এবং উপস্থিত অতিথিবৃন্দ বক্তব্য প্রদান করেন। অত্র এলাকার সাধারণ মানুষ এই আয়োজনে অংশগ্রহণ করেন এবং উপস্থিত অতিথিবৃন্দ বক্তব্য প্রদান করেন। অত্র এলাকার সাধারণ মানুষ এই আয়োজনে অংশগ্রহণ করেন এবং উপস্থিত অতিথিবৃন্দ বক্তব্য প্রদান করেন। অত্র এলাকার সাধারণ মানুষ এই আয়োজনে অংশগ্রহণ করেন এবং উপস্থিত অতিথিবৃন্দ বক্তব্য প্রদান করেন। অত্র এলাকার সাধারণ মানুষ এই আয়োজনে অংশগ্রহণ করেন এবং উপস্থিত অতিথিবৃন্দ বক্তব্য প্রদান করেন। অত্র এলাকার সাধারণ মানুষ এই আয়োজনে অংশগ্রহণ করেন এবং উপস্থিত অতিথিবৃন্দ বক্তব্য প্রদান করেন। অত্র এলাকার সাধারণ মানুষ এই আয়োজনে অংশগ্রহণ করেন এবং উপস্থিত অতিথিবৃন্দ বক্তব্য প্রদান করেন। অত্র এলাকার সাধারণ মানুষ এই আয়োজনে অংশগ্রহণ করেন এবং উপস্থিত অতিথিবৃন্দ বক্তব্য প্রদান করেন। অত্র এলাকার সাধারণ মানুষ এই আয়োজনে অংশগ্রহণ করেন এবং উপস্থিত অতিথিবৃন্দ বক্তব্য প্রদান করেন। অত্র এলাকার সাধারণ মানুষ এই আয়োজনে অংশগ্রহণ করেন এবং উপস্থিত অতিথিবৃন্দ বক্তব্য প্রদান করেন। অত্র এলাকার সাধারণ মানুষ এই আয়োজনে অংশগ্রহণ করেন এবং উপস্থিত অতিথিবৃন্দ বক্তব্য প্রদান করেন। অত্র এলাকার সাধারণ মানুষ এই আয়োজনে অংশগ্রহণ করেন এবং উপস্থিত অতিথিবৃন্দ বক্তব্য প্রদান করেন। অত্র এলাকার সাধারণ মানুষ এই আয়োজনে অংশগ্রহণ করেন এবং উপস্থিত অতিথিবৃন্দ বক্তব্য প্রদান করেন। অত্র এলাকার সাধারণ মানুষ এই আয়োজনে অংশগ্রহণ করেন এবং উপস্থিত অতিথিবৃন্দ বক্তব্য প্রদান করেন। অত্র এলাকার সাধারণ মানুষ এই আয়োজনে অংশগ্রহণ করেন এবং উপস্থিত অতিথিবৃন্দ বক্তব্য প্রদান করেন। <box>179 540 351 694</box>
bank-name: আল-আরাফাহ্‌ ইসলামী ব্যাংক লিমিটেড <box>557 483 668 492</box>
article-body: অত্র এলাকার সাধারণ মানুষ এই আয়োজনে অংশগ্রহণ করেন এবং উপস্থিত অতিথিবৃন্দ বক্তব্য প্রদান করেন। অত্র এলাকার সাধারণ মানুষ এই আয়োজনে অংশগ্রহণ করেন এবং উপস্থিত অতিথিবৃন্দ বক্তব্য প্রদান করেন। অত্র এলাকার সাধারণ মানুষ এই আয়োজনে অংশগ্রহণ করেন এবং উপস্থিত অতিথিবৃন্দ বক্তব্য প্রদান করেন। অত্র এলাকার সাধারণ মানুষ এই আয়োজনে অংশগ্রহণ করেন এবং উপস্থিত অতিথিবৃন্দ বক্তব্য প্রদান করেন। অত্র এলাকার সাধারণ মানুষ এই আয়োজনে অংশগ্রহণ করেন এবং উপস্থিত অতিথিবৃন্দ বক্তব্য প্রদান করেন। অত্র এলাকার সাধারণ মানুষ এই আয়োজনে অংশগ্রহণ করেন এবং উপস্থিত অতিথিবৃন্দ বক্তব্য প্রদান করেন। অত্র এলাকার সাধারণ মানুষ এই আয়োজনে অংশগ্রহণ করেন এবং উপস্থিত অতিথিবৃন্দ বক্তব্য প্রদান করেন। <box>355 827 527 879</box>
auction-cell: ৩ <box>536 512 546 518</box>
article-headline: কোম্পানীগঞ্জে বিদেশি মদ <box>217 764 313 776</box>
article-divider <box>179 1039 351 1040</box>
article <box>179 703 351 757</box>
article <box>355 711 527 805</box>
article-headline: বকশিশাহ উচ্চ বিদ্যালয়ে <box>395 614 487 626</box>
bank-logo-icon <box>535 478 553 496</box>
article-body: অত্র এলাকার সাধারণ মানুষ এই আয়োজনে অংশগ্রহণ করেন এবং উপস্থিত অতিথিবৃন্দ বক্তব্য প্রদান করেন। অত্র এলাকার সাধারণ মানুষ এই আয়োজনে অংশগ্রহণ করেন এবং উপস্থিত অতিথিবৃন্দ বক্তব্য প্রদান করেন। অত্র এলাকার সাধারণ মানুষ এই আয়োজনে অংশগ্রহণ করেন এবং উপস্থিত অতিথিবৃন্দ বক্তব্য প্রদান করেন। অত্র এলাকার সাধারণ মানুষ এই আয়োজনে অংশগ্রহণ করেন এবং উপস্থিত অতিথিবৃন্দ বক্তব্য প্রদান করেন। অত্র এলাকার সাধারণ মানুষ এই আয়োজনে অংশগ্রহণ করেন এবং উপস্থিত অতিথিবৃন্দ বক্তব্য প্রদান করেন। অত্র এলাকার সাধারণ মানুষ এই আয়োজনে অংশগ্রহণ করেন এবং উপস্থিত অতিথিবৃন্দ বক্তব্য প্রদান করেন। অত্র এলাকার সাধারণ মানুষ এই আয়োজনে অংশগ্রহণ করেন এবং উপস্থিত অতিথিবৃন্দ বক্তব্য প্রদান করেন। অত্র এলাকার সাধারণ মানুষ এই আয়োজনে অংশগ্রহণ করেন এবং উপস্থিত অতিথিবৃন্দ বক্তব্য প্রদান করেন। অত্র এলাকার সাধারণ মানুষ এই আয়োজনে অংশগ্রহণ করেন এবং উপস্থিত অতিথিবৃন্দ বক্তব্য প্রদান করেন। অত্র এলাকার সাধারণ মানুষ এই আয়োজনে অংশগ্রহণ করেন এবং উপস্থিত অতিথিবৃন্দ বক্তব্য প্রদান করেন। অত্র এলাকার সাধারণ মানুষ এই আয়োজনে অংশগ্রহণ করেন এবং উপস্থিত অতিথিবৃন্দ বক্তব্য প্রদান করেন। অত্র এলাকার সাধারণ মানুষ এই আয়োজনে অংশগ্রহণ করেন এবং উপস্থিত অতিথিবৃন্দ বক্তব্য প্রদান করেন। অত্র এলাকার সাধারণ মানুষ এই আয়োজনে অংশগ্রহণ করেন এবং উপস্থিত অতিথিবৃন্দ বক্তব্য প্রদান করেন। অত্র এলাকার সাধারণ মানুষ এই আয়োজনে অংশগ্রহণ করেন এবং উপস্থিত অতিথিবৃন্দ বক্তব্য প্রদান করেন। অত্র এলাকার সাধারণ মানুষ এই আয়োজনে অংশগ্রহণ করেন এবং উপস্থিত অতিথিবৃন্দ বক্তব্য প্রদান করেন। অত্র এলাকার সাধারণ মানুষ এই আয়োজনে অংশগ্রহণ করেন এবং উপস্থিত অতিথিবৃন্দ বক্তব্য প্রদান করেন। অত্র এলাকার সাধারণ মানুষ এই আয়োজনে অংশগ্রহণ করেন এবং উপস্থিত অতিথিবৃন্দ বক্তব্য প্রদান করেন। অত্র এলাকার সাধারণ মানুষ এই আয়োজনে অংশগ্রহণ করেন এবং উপস্থিত অতিথিবৃন্দ বক্তব্য প্রদান করেন। <box>3 135 175 255</box>
article-body: অত্র এলাকার সাধারণ মানুষ এই আয়োজনে অংশগ্রহণ করেন এবং উপস্থিত অতিথিবৃন্দ বক্তব্য প্রদান করেন। অত্র এলাকার সাধারণ মানুষ এই আয়োজনে অংশগ্রহণ করেন এবং উপস্থিত অতিথিবৃন্দ বক্তব্য প্রদান করেন। অত্র এলাকার সাধারণ মানুষ এই আয়োজনে অংশগ্রহণ করেন এবং উপস্থিত অতিথিবৃন্দ বক্তব্য প্রদান করেন। অত্র এলাকার সাধারণ মানুষ এই আয়োজনে অংশগ্রহণ করেন এবং উপস্থিত অতিথিবৃন্দ বক্তব্য প্রদান করেন। অত্র এলাকার সাধারণ মানুষ এই আয়োজনে অংশগ্রহণ করেন এবং উপস্থিত অতিথিবৃন্দ বক্তব্য প্রদান করেন। অত্র এলাকার সাধারণ মানুষ এই আয়োজনে অংশগ্রহণ করেন এবং উপস্থিত অতিথিবৃন্দ বক্তব্য প্রদান করেন। অত্র এলাকার সাধারণ মানুষ এই আয়োজনে অংশগ্রহণ করেন এবং উপস্থিত অতিথিবৃন্দ বক্তব্য প্রদান করেন। অত্র এলাকার সাধারণ মানুষ এই আয়োজনে অংশগ্রহণ করেন এবং উপস্থিত অতিথিবৃন্দ বক্তব্য প্রদান করেন। অত্র এলাকার সাধারণ মানুষ এই আয়োজনে অংশগ্রহণ করেন এবং উপস্থিত অতিথিবৃন্দ বক্তব্য প্রদান করেন। অত্র এলাকার সাধারণ মানুষ এই আয়োজনে অংশগ্রহণ করেন এবং উপস্থিত অতিথিবৃন্দ বক্তব্য প্রদান করেন। অত্র এলাকার সাধারণ মানুষ এই আয়োজনে অংশগ্রহণ করেন এবং উপস্থিত অতিথিবৃন্দ বক্তব্য প্রদান করেন। <box>355 627 527 702</box>
article <box>355 949 527 996</box>
article <box>3 766 175 836</box>
article-divider <box>179 699 351 700</box>
article-divider <box>355 884 527 885</box>
column-divider <box>177 18 178 906</box>
article-divider <box>179 460 351 461</box>
article-divider <box>179 522 351 523</box>
article-headline: ইরানকে আত্মসমর্পণে বাধ্য <box>39 121 139 133</box>
auction-text: অত্র এলাকার সাধারণ মানুষ এই আয়োজনে অংশগ্রহণ করেন এবং উপস্থিত অতিথিবৃন্দ বক্তব্য প্রদান করেন। অত্র এলাকার সাধারণ মানুষ এই আয়োজনে অংশগ্রহণ করেন এবং উপস্থিত অতিথিবৃন্দ বক্তব্য প্রদান করেন। অত্র এলাকার সাধারণ মানুষ এই আয়োজনে অংশগ্রহণ করেন এবং উপস্থিত অতিথিবৃন্দ বক্তব্য প্রদান করেন। অত্র এলাকার সাধারণ মানুষ এই আয়োজনে অংশগ্রহণ করেন এবং উপস্থিত অতিথিবৃন্দ বক্তব্য প্রদান করেন। অত্র এলাকার সাধারণ মানুষ এই আয়োজনে অংশগ্রহণ করেন এবং উপস্থিত অতিথিবৃন্দ বক্তব্য প্রদান করেন। অত্র এলাকার সাধারণ মানুষ এই আয়োজনে অংশগ্রহণ করেন এবং উপস্থিত অতিথিবৃন্দ বক্তব্য প্রদান করেন। অত্র এলাকার সাধারণ মানুষ এই আয়োজনে অংশগ্রহণ করেন এবং উপস্থিত অতিথিবৃন্দ বক্তব্য প্রদান করেন। অত্র এলাকার সাধারণ মানুষ এই আয়োজনে অংশগ্রহণ করেন এবং উপস্থিত অতিথিবৃন্দ বক্তব্য প্রদান করেন। অত্র এলাকার সাধারণ মানুষ এই আয়োজনে অংশগ্রহণ করেন এবং উপস্থিত অতিথিবৃন্দ বক্তব্য প্রদান করেন। অত্র এলাকার সাধারণ মানুষ এই আয়োজনে অংশগ্রহণ করেন এবং উপস্থিত অতিথিবৃন্দ বক্তব্য প্রদান করেন। অত্র এলাকার সাধারণ মানুষ এই আয়োজনে অংশগ্রহণ করেন এবং উপস্থিত অতিথিবৃন্দ বক্তব্য প্রদান করেন। অত্র এলাকার সাধারণ মানুষ এই আয়োজনে অংশগ্রহণ করেন এবং উপস্থিত অতিথিবৃন্দ বক্তব্য প্রদান করেন। অত্র এলাকার সাধারণ মানুষ এই আয়োজনে অংশগ্রহণ করেন এবং উপস্থিত অতিথিবৃন্দ বক্তব্য প্রদান করেন। অত্র এলাকার সাধারণ মানুষ এই আয়োজনে অংশগ্রহণ করেন এবং উপস্থিত অতিথিবৃন্দ বক্তব্য প্রদান করেন। অত্র এলাকার সাধারণ মানুষ এই আয়োজনে অংশগ্রহণ করেন এবং উপস্থিত অতিথিবৃন্দ বক্তব্য প্রদান করেন। অত্র এলাকার সাধারণ মানুষ এই আয়োজনে অংশগ্রহণ করেন এবং উপস্থিত অতিথিবৃন্দ বক্তব্য প্রদান করেন। অত্র এলাকার সাধারণ মানুষ এই আয়োজনে অংশগ্রহণ করেন এবং উপস্থিত অতিথিবৃন্দ বক্তব্য প্রদান করেন। অত্র এলাকার সাধারণ মানুষ এই আয়োজনে অংশগ্রহণ করেন এবং উপস্থিত অতিথিবৃন্দ বক্তব্য প্রদান করেন। অত্র এলাকার সাধারণ মানুষ এই আয়োজনে অংশগ্রহণ করেন এবং উপস্থিত অতিথিবৃন্দ বক্তব্য প্রদান করেন। অত্র এলাকার সাধারণ মানুষ এই আয়োজনে অংশগ্রহণ করেন এবং উপস্থিত অতিথিবৃন্দ বক্তব্য প্রদান করেন। অত্র এলাকার সাধারণ মানুষ এই আয়োজনে অংশগ্রহণ করেন এবং উপস্থিত অতিথিবৃন্দ বক্তব্য প্রদান করেন। অত্র এলাকার সাধারণ মানুষ এই আয়োজনে অংশগ্রহণ করেন এবং উপস্থিত অতিথিবৃন্দ বক্তব্য প্রদান করেন। অত্র এলাকার সাধারণ মানুষ এই আয়োজনে অংশগ্রহণ করেন এবং উপস্থিত অতিথিবৃন্দ বক্তব্য প্রদান করেন। অত্র এলাকার সাধারণ মানুষ এই আয়োজনে অংশগ্রহণ করেন এবং উপস্থিত অতিথিবৃন্দ বক্তব্য প্রদান করেন। অত্র এলাকার সাধারণ মানুষ এই আয়োজনে অংশগ্রহণ করেন এবং উপস্থিত অতিথিবৃন্দ বক্তব্য প্রদান করেন। অত্র এলাকার সাধারণ মানুষ এই আয়োজনে অংশগ্রহণ করেন এবং উপস্থিত অতিথিবৃন্দ বক্তব্য প্রদান করেন। অত্র এলাকার সাধারণ মানুষ এই আয়োজনে অংশগ্রহণ করেন এবং উপস্থিত অতিথিবৃন্দ বক্তব্য প্রদান করেন। অত্র এলাকার সাধারণ মানুষ এই আয়োজনে অংশগ্রহণ করেন এবং উপস্থিত অতিথিবৃন্দ বক্তব্য প্রদান করেন। অত্র এলাকার সাধারণ মানুষ এই আয়োজনে অংশগ্রহণ করেন এবং উপস্থিত অতিথিবৃন্দ বক্তব্য প্রদান করেন। অত্র এলাকার সাধারণ মানুষ এই আয়োজনে অংশগ্রহণ করেন এবং উপস্থিত অতিথিবৃন্দ বক্তব্য প্রদান করেন। <box>535 519 693 732</box>
article-body: অত্র এলাকার সাধারণ মানুষ এই আয়োজনে অংশগ্রহণ করেন এবং উপস্থিত অতিথিবৃন্দ বক্তব্য প্রদান করেন। অত্র এলাকার সাধারণ মানুষ এই আয়োজনে অংশগ্রহণ করেন এবং উপস্থিত অতিথিবৃন্দ বক্তব্য প্রদান করেন। অত্র এলাকার সাধারণ মানুষ এই আয়োজনে অংশগ্রহণ করেন এবং উপস্থিত অতিথিবৃন্দ বক্তব্য প্রদান করেন। অত্র এলাকার সাধারণ মানুষ এই আয়োজনে অংশগ্রহণ করেন এবং উপস্থিত অতিথিবৃন্দ বক্তব্য প্রদান করেন। অত্র এলাকার সাধারণ মানুষ এই আয়োজনে অংশগ্রহণ করেন এবং উপস্থিত অতিথিবৃন্দ বক্তব্য প্রদান করেন। অত্র এলাকার সাধারণ মানুষ এই আয়োজনে অংশগ্রহণ করেন এবং উপস্থিত অতিথিবৃন্দ বক্তব্য প্রদান করেন। <box>355 900 527 940</box>
affidavit-box <box>531 317 697 390</box>
article <box>3 668 175 757</box>
article-divider <box>355 945 527 946</box>
article-body: অত্র এলাকার সাধারণ মানুষ এই আয়োজনে অংশগ্রহণ করেন এবং উপস্থিত অতিথিবৃন্দ বক্তব্য প্রদান করেন। অত্র এলাকার সাধারণ মানুষ এই আয়োজনে অংশগ্রহণ করেন এবং উপস্থিত অতিথিবৃন্দ বক্তব্য প্রদান করেন। অত্র এলাকার সাধারণ মানুষ এই আয়োজনে অংশগ্রহণ করেন এবং উপস্থিত অতিথিবৃন্দ বক্তব্য প্রদান করেন। অত্র এলাকার সাধারণ মানুষ এই আয়োজনে অংশগ্রহণ করেন এবং উপস্থিত অতিথিবৃন্দ বক্তব্য প্রদান করেন। অত্র এলাকার সাধারণ মানুষ এই আয়োজনে অংশগ্রহণ করেন এবং উপস্থিত অতিথিবৃন্দ বক্তব্য প্রদান করেন। অত্র এলাকার সাধারণ মানুষ এই আয়োজনে অংশগ্রহণ করেন এবং উপস্থিত অতিথিবৃন্দ বক্তব্য প্রদান করেন। অত্র এলাকার সাধারণ মানুষ এই আয়োজনে অংশগ্রহণ করেন এবং উপস্থিত অতিথিবৃন্দ বক্তব্য প্রদান করেন। অত্র এলাকার সাধারণ মানুষ এই আয়োজনে অংশগ্রহণ করেন এবং উপস্থিত অতিথিবৃন্দ বক্তব্য প্রদান করেন। অত্র এলাকার সাধারণ মানুষ এই আয়োজনে অংশগ্রহণ করেন এবং উপস্থিত অতিথিবৃন্দ বক্তব্য প্রদান করেন। অত্র এলাকার সাধারণ মানুষ এই আয়োজনে অংশগ্রহণ করেন এবং উপস্থিত অতিথিবৃন্দ বক্তব্য প্রদান করেন। অত্র এলাকার সাধারণ মানুষ এই আয়োজনে অংশগ্রহণ করেন এবং উপস্থিত অতিথিবৃন্দ বক্তব্য প্রদান করেন। অত্র এলাকার সাধারণ মানুষ এই আয়োজনে অংশগ্রহণ করেন এবং উপস্থিত অতিথিবৃন্দ বক্তব্য প্রদান করেন। অত্র এলাকার সাধারণ মানুষ এই আয়োজনে অংশগ্রহণ করেন এবং উপস্থিত অতিথিবৃন্দ বক্তব্য প্রদান করেন। অত্র এলাকার সাধারণ মানুষ এই আয়োজনে অংশগ্রহণ করেন এবং উপস্থিত অতিথিবৃন্দ বক্তব্য প্রদান করেন। <box>355 79 527 176</box>
article-headline: দাগনভূঞায় সরকারি কলেজে <box>385 269 497 281</box>
article-headline: ফেনীতে লেংড় হাজার পরীক্ষার্থী <box>205 100 325 112</box>
article <box>3 123 175 255</box>
article <box>355 814 527 879</box>
article-divider <box>3 260 175 261</box>
article-headline: ছিলোনাইয়ে অর্থনৈতিক অঞ্চলে <box>381 948 501 960</box>
article <box>179 890 351 961</box>
article <box>355 457 527 607</box>
issue-date: বৃহস্পতিবার ১৬ এপ্রিল ২০২৬ <box>6 3 104 13</box>
article <box>179 101 351 188</box>
article-body: অত্র এলাকার সাধারণ মানুষ এই আয়োজনে অংশগ্রহণ করেন এবং উপস্থিত অতিথিবৃন্দ বক্তব্য প্রদান করেন। অত্র এলাকার সাধারণ মানুষ এই আয়োজনে অংশগ্রহণ করেন এবং উপস্থিত অতিথিবৃন্দ বক্তব্য প্রদান করেন। অত্র এলাকার সাধারণ মানুষ এই আয়োজনে অংশগ্রহণ করেন এবং উপস্থিত অতিথিবৃন্দ বক্তব্য প্রদান করেন। অত্র এলাকার সাধারণ মানুষ এই আয়োজনে অংশগ্রহণ করেন এবং উপস্থিত অতিথিবৃন্দ বক্তব্য প্রদান করেন। অত্র এলাকার সাধারণ মানুষ এই আয়োজনে অংশগ্রহণ করেন এবং উপস্থিত অতিথিবৃন্দ বক্তব্য প্রদান করেন। অত্র এলাকার সাধারণ মানুষ এই আয়োজনে অংশগ্রহণ করেন এবং উপস্থিত অতিথিবৃন্দ বক্তব্য প্রদান করেন। অত্র এলাকার সাধারণ মানুষ এই আয়োজনে অংশগ্রহণ করেন এবং উপস্থিত অতিথিবৃন্দ বক্তব্য প্রদান করেন। অত্র এলাকার সাধারণ মানুষ এই আয়োজনে অংশগ্রহণ করেন এবং উপস্থিত অতিথিবৃন্দ বক্তব্য প্রদান করেন। অত্র এলাকার সাধারণ মানুষ এই আয়োজনে অংশগ্রহণ করেন এবং উপস্থিত অতিথিবৃন্দ বক্তব্য প্রদান করেন। <box>355 199 527 262</box>
article-divider <box>179 357 351 358</box>
auction-table <box>535 498 693 518</box>
article-divider <box>3 762 175 763</box>
auction-cell: ১ <box>536 499 546 505</box>
article <box>179 361 351 455</box>
article-body: অত্র এলাকার সাধারণ মানুষ এই আয়োজনে অংশগ্রহণ করেন এবং উপস্থিত অতিথিবৃন্দ বক্তব্য প্রদান করেন। অত্র এলাকার সাধারণ মানুষ এই আয়োজনে অংশগ্রহণ করেন এবং উপস্থিত অতিথিবৃন্দ বক্তব্য প্রদান করেন। অত্র এলাকার সাধারণ মানুষ এই আয়োজনে অংশগ্রহণ করেন এবং উপস্থিত অতিথিবৃন্দ বক্তব্য প্রদান করেন। অত্র এলাকার সাধারণ মানুষ এই আয়োজনে অংশগ্রহণ করেন এবং উপস্থিত অতিথিবৃন্দ বক্তব্য প্রদান করেন। অত্র এলাকার সাধারণ মানুষ এই আয়োজনে অংশগ্রহণ করেন এবং উপস্থিত অতিথিবৃন্দ বক্তব্য প্রদান করেন। অত্র এলাকার সাধারণ মানুষ এই আয়োজনে অংশগ্রহণ করেন এবং উপস্থিত অতিথিবৃন্দ বক্তব্য প্রদান করেন। অত্র এলাকার সাধারণ মানুষ এই আয়োজনে অংশগ্রহণ করেন এবং উপস্থিত অতিথিবৃন্দ বক্তব্য প্রদান করেন। অত্র এলাকার সাধারণ মানুষ এই আয়োজনে অংশগ্রহণ করেন এবং উপস্থিত অতিথিবৃন্দ বক্তব্য প্রদান করেন। অত্র এলাকার সাধারণ মানুষ এই আয়োজনে অংশগ্রহণ করেন এবং উপস্থিত অতিথিবৃন্দ বক্তব্য প্রদান করেন। অত্র এলাকার সাধারণ মানুষ এই আয়োজনে অংশগ্রহণ করেন এবং উপস্থিত অতিথিবৃন্দ বক্তব্য প্রদান করেন। অত্র এলাকার সাধারণ মানুষ এই আয়োজনে অংশগ্রহণ করেন এবং উপস্থিত অতিথিবৃন্দ বক্তব্য প্রদান করেন। অত্র এলাকার সাধারণ মানুষ এই আয়োজনে অংশগ্রহণ করেন এবং উপস্থিত অতিথিবৃন্দ বক্তব্য প্রদান করেন। অত্র এলাকার সাধারণ মানুষ এই আয়োজনে অংশগ্রহণ করেন এবং উপস্থিত অতিথিবৃন্দ বক্তব্য প্রদান করেন। অত্র এলাকার সাধারণ মানুষ এই আয়োজনে অংশগ্রহণ করেন এবং উপস্থিত অতিথিবৃন্দ বক্তব্য প্রদান করেন। অত্র এলাকার সাধারণ মানুষ এই আয়োজনে অংশগ্রহণ করেন এবং উপস্থিত অতিথিবৃন্দ বক্তব্য প্রদান করেন। অত্র এলাকার সাধারণ মানুষ এই আয়োজনে অংশগ্রহণ করেন এবং উপস্থিত অতিথিবৃন্দ বক্তব্য প্রদান করেন। অত্র এলাকার সাধারণ মানুষ এই আয়োজনে অংশগ্রহণ করেন এবং উপস্থিত অতিথিবৃন্দ বক্তব্য প্রদান করেন। অত্র এলাকার সাধারণ মানুষ এই আয়োজনে অংশগ্রহণ করেন এবং উপস্থিত অতিথিবৃন্দ বক্তব্য প্রদান করেন। অত্র এলাকার সাধারণ মানুষ এই আয়োজনে অংশগ্রহণ করেন এবং উপস্থিত অতিথিবৃন্দ বক্তব্য প্রদান করেন। অত্র এলাকার সাধারণ মানুষ এই আয়োজনে অংশগ্রহণ করেন এবং উপস্থিত অতিথিবৃন্দ বক্তব্য প্রদান করেন। <box>3 277 175 414</box>
article-body: অত্র এলাকার সাধারণ মানুষ এই আয়োজনে অংশগ্রহণ করেন এবং উপস্থিত অতিথিবৃন্দ বক্তব্য প্রদান করেন। অত্র এলাকার সাধারণ মানুষ এই আয়োজনে অংশগ্রহণ করেন এবং উপস্থিত অতিথিবৃন্দ বক্তব্য প্রদান করেন। অত্র এলাকার সাধারণ মানুষ এই আয়োজনে অংশগ্রহণ করেন এবং উপস্থিত অতিথিবৃন্দ বক্তব্য প্রদান করেন। অত্র এলাকার সাধারণ মানুষ এই আয়োজনে অংশগ্রহণ করেন এবং উপস্থিত অতিথিবৃন্দ বক্তব্য প্রদান করেন। অত্র এলাকার সাধারণ মানুষ এই আয়োজনে অংশগ্রহণ করেন এবং উপস্থিত অতিথিবৃন্দ বক্তব্য প্রদান করেন। অত্র এলাকার সাধারণ মানুষ এই আয়োজনে অংশগ্রহণ করেন এবং উপস্থিত অতিথিবৃন্দ বক্তব্য প্রদান করেন। অত্র এলাকার সাধারণ মানুষ এই আয়োজনে অংশগ্রহণ করেন এবং উপস্থিত অতিথিবৃন্দ বক্তব্য প্রদান করেন। অত্র এলাকার সাধারণ মানুষ এই আয়োজনে অংশগ্রহণ করেন এবং উপস্থিত অতিথিবৃন্দ বক্তব্য প্রদান করেন। অত্র এলাকার সাধারণ মানুষ এই আয়োজনে অংশগ্রহণ করেন এবং উপস্থিত অতিথিবৃন্দ বক্তব্য প্রদান করেন। অত্র এলাকার সাধারণ মানুষ এই আয়োজনে অংশগ্রহণ করেন এবং উপস্থিত অতিথিবৃন্দ বক্তব্য প্রদান করেন। অত্র এলাকার সাধারণ মানুষ এই আয়োজনে অংশগ্রহণ করেন এবং উপস্থিত অতিথিবৃন্দ বক্তব্য প্রদান করেন। অত্র এলাকার সাধারণ মানুষ এই আয়োজনে অংশগ্রহণ করেন এবং উপস্থিত অতিথিবৃন্দ বক্তব্য প্রদান করেন। <box>355 367 527 448</box>
article-body: অত্র এলাকার সাধারণ মানুষ এই আয়োজনে অংশগ্রহণ করেন এবং উপস্থিত অতিথিবৃন্দ বক্তব্য প্রদান করেন। অত্র এলাকার সাধারণ মানুষ এই আয়োজনে অংশগ্রহণ করেন এবং উপস্থিত অতিথিবৃন্দ বক্তব্য প্রদান করেন। অত্র এলাকার সাধারণ মানুষ এই আয়োজনে অংশগ্রহণ করেন এবং উপস্থিত অতিথিবৃন্দ বক্তব্য প্রদান করেন। অত্র এলাকার সাধারণ মানুষ এই আয়োজনে অংশগ্রহণ করেন এবং উপস্থিত অতিথিবৃন্দ বক্তব্য প্রদান করেন। অত্র এলাকার সাধারণ মানুষ এই আয়োজনে অংশগ্রহণ করেন এবং উপস্থিত অতিথিবৃন্দ বক্তব্য প্রদান করেন। অত্র এলাকার সাধারণ মানুষ এই আয়োজনে অংশগ্রহণ করেন এবং উপস্থিত অতিথিবৃন্দ বক্তব্য প্রদান করেন। অত্র এলাকার সাধারণ মানুষ এই আয়োজনে অংশগ্রহণ করেন এবং উপস্থিত অতিথিবৃন্দ বক্তব্য প্রদান করেন। অত্র এলাকার সাধারণ মানুষ এই আয়োজনে অংশগ্রহণ করেন এবং উপস্থিত অতিথিবৃন্দ বক্তব্য প্রদান করেন। অত্র এলাকার সাধারণ মানুষ এই আয়োজনে অংশগ্রহণ করেন এবং উপস্থিত অতিথিবৃন্দ বক্তব্য প্রদান করেন। অত্র এলাকার সাধারণ মানুষ এই আয়োজনে অংশগ্রহণ করেন এবং উপস্থিত অতিথিবৃন্দ বক্তব্য প্রদান করেন। অত্র এলাকার সাধারণ মানুষ এই আয়োজনে অংশগ্রহণ করেন এবং উপস্থিত অতিথিবৃন্দ বক্তব্য প্রদান করেন। অত্র এলাকার সাধারণ মানুষ এই আয়োজনে অংশগ্রহণ করেন এবং উপস্থিত অতিথিবৃন্দ বক্তব্য প্রদান করেন। <box>3 33 175 113</box>
article-headline: ভালুকিয়াতে আউশ চাষে <box>213 826 317 839</box>
article-divider <box>3 664 175 665</box>
article-divider <box>3 420 175 421</box>
article-headline: চারণ সাংস্কৃতিক কেন্দ্রের <box>396 354 486 366</box>
auction-notice <box>531 453 697 746</box>
article-body: অত্র এলাকার সাধারণ মানুষ এই আয়োজনে অংশগ্রহণ করেন এবং উপস্থিত অতিথিবৃন্দ বক্তব্য প্রদান করেন। অত্র এলাকার সাধারণ মানুষ এই আয়োজনে অংশগ্রহণ করেন এবং উপস্থিত অতিথিবৃন্দ বক্তব্য প্রদান করেন। অত্র এলাকার সাধারণ মানুষ এই আয়োজনে অংশগ্রহণ করেন এবং উপস্থিত অতিথিবৃন্দ বক্তব্য প্রদান করেন। অত্র এলাকার সাধারণ মানুষ এই আয়োজনে অংশগ্রহণ করেন এবং উপস্থিত অতিথিবৃন্দ বক্তব্য প্রদান করেন। অত্র এলাকার সাধারণ মানুষ এই আয়োজনে অংশগ্রহণ করেন এবং উপস্থিত অতিথিবৃন্দ বক্তব্য প্রদান করেন। অত্র এলাকার সাধারণ মানুষ এই আয়োজনে অংশগ্রহণ করেন এবং উপস্থিত অতিথিবৃন্দ বক্তব্য প্রদান করেন। <box>179 477 351 517</box>
article-body: অত্র এলাকার সাধারণ মানুষ এই আয়োজনে অংশগ্রহণ করেন এবং উপস্থিত অতিথিবৃন্দ বক্তব্য প্রদান করেন। অত্র এলাকার সাধারণ মানুষ এই আয়োজনে অংশগ্রহণ করেন এবং উপস্থিত অতিথিবৃন্দ বক্তব্য প্রদান করেন। অত্র এলাকার সাধারণ মানুষ এই আয়োজনে অংশগ্রহণ করেন এবং উপস্থিত অতিথিবৃন্দ বক্তব্য প্রদান করেন। অত্র এলাকার সাধারণ মানুষ এই আয়োজনে অংশগ্রহণ করেন এবং উপস্থিত অতিথিবৃন্দ বক্তব্য প্রদান করেন। অত্র এলাকার সাধারণ মানুষ এই আয়োজনে অংশগ্রহণ করেন এবং উপস্থিত অতিথিবৃন্দ বক্তব্য প্রদান করেন। <box>355 1018 527 1053</box>
article <box>355 888 527 941</box>
article-headline: নোয়াখালীতে বিরূপ <box>223 889 307 901</box>
article-headline: ফুলগাজীতে ব্রিজের মুখে <box>388 812 494 825</box>
page-header <box>0 0 700 20</box>
article-headline: দাগনভূঞায় সাংস্কৃতিক <box>218 462 312 475</box>
article-body: অত্র এলাকার সাধারণ মানুষ এই আয়োজনে অংশগ্রহণ করেন এবং উপস্থিত অতিথিবৃন্দ বক্তব্য প্রদান করেন। অত্র এলাকার সাধারণ মানুষ এই আয়োজনে অংশগ্রহণ করেন এবং উপস্থিত অতিথিবৃন্দ বক্তব্য প্রদান করেন। অত্র এলাকার সাধারণ মানুষ এই আয়োজনে অংশগ্রহণ করেন এবং উপস্থিত অতিথিবৃন্দ বক্তব্য প্রদান করেন। অত্র এলাকার সাধারণ মানুষ এই আয়োজনে অংশগ্রহণ করেন এবং উপস্থিত অতিথিবৃন্দ বক্তব্য প্রদান করেন। অত্র এলাকার সাধারণ মানুষ এই আয়োজনে অংশগ্রহণ করেন এবং উপস্থিত অতিথিবৃন্দ বক্তব্য প্রদান করেন। অত্র এলাকার সাধারণ মানুষ এই আয়োজনে অংশগ্রহণ করেন এবং উপস্থিত অতিথিবৃন্দ বক্তব্য প্রদান করেন। অত্র এলাকার সাধারণ মানুষ এই আয়োজনে অংশগ্রহণ করেন এবং উপস্থিত অতিথিবৃন্দ বক্তব্য প্রদান করেন। অত্র এলাকার সাধারণ মানুষ এই আয়োজনে অংশগ্রহণ করেন এবং উপস্থিত অতিথিবৃন্দ বক্তব্য প্রদান করেন। <box>179 903 351 961</box>
affidavit-banner: এফিডেভিট <box>543 322 685 339</box>
article-headline: সৌদি থেকে ফেরত <box>46 666 132 681</box>
article-body: অত্র এলাকার সাধারণ মানুষ এই আয়োজনে অংশগ্রহণ করেন এবং উপস্থিত অতিথিবৃন্দ বক্তব্য প্রদান করেন। অত্র এলাকার সাধারণ মানুষ এই আয়োজনে অংশগ্রহণ করেন এবং উপস্থিত অতিথিবৃন্দ বক্তব্য প্রদান করেন। অত্র এলাকার সাধারণ মানুষ এই আয়োজনে অংশগ্রহণ করেন এবং উপস্থিত অতিথিবৃন্দ বক্তব্য প্রদান করেন। অত্র এলাকার সাধারণ মানুষ এই আয়োজনে অংশগ্রহণ করেন এবং উপস্থিত অতিথিবৃন্দ বক্তব্য প্রদান করেন। অত্র এলাকার সাধারণ মানুষ এই আয়োজনে অংশগ্রহণ করেন এবং উপস্থিত অতিথিবৃন্দ বক্তব্য প্রদান করেন। অত্র এলাকার সাধারণ মানুষ এই আয়োজনে অংশগ্রহণ করেন এবং উপস্থিত অতিথিবৃন্দ বক্তব্য প্রদান করেন। অত্র এলাকার সাধারণ মানুষ এই আয়োজনে অংশগ্রহণ করেন এবং উপস্থিত অতিথিবৃন্দ বক্তব্য প্রদান করেন। অত্র এলাকার সাধারণ মানুষ এই আয়োজনে অংশগ্রহণ করেন এবং উপস্থিত অতিথিবৃন্দ বক্তব্য প্রদান করেন। অত্র এলাকার সাধারণ মানুষ এই আয়োজনে অংশগ্রহণ করেন এবং উপস্থিত অতিথিবৃন্দ বক্তব্য প্রদান করেন। অত্র এলাকার সাধারণ মানুষ এই আয়োজনে অংশগ্রহণ করেন এবং উপস্থিত অতিথিবৃন্দ বক্তব্য প্রদান করেন। অত্র এলাকার সাধারণ মানুষ এই আয়োজনে অংশগ্রহণ করেন এবং উপস্থিত অতিথিবৃন্দ বক্তব্য প্রদান করেন। অত্র এলাকার সাধারণ মানুষ এই আয়োজনে অংশগ্রহণ করেন এবং উপস্থিত অতিথিবৃন্দ বক্তব্য প্রদান করেন। <box>355 724 527 804</box>
article-divider <box>355 611 527 612</box>
section-banner: খবর <box>286 0 404 14</box>
article-divider <box>179 193 351 194</box>
auction-signature: শাখা প্রধান <box>601 733 627 740</box>
article-body: অত্র এলাকার সাধারণ মানুষ এই আয়োজনে অংশগ্রহণ করেন এবং উপস্থিত অতিথিবৃন্দ বক্তব্য প্রদান করেন। অত্র এলাকার সাধারণ মানুষ এই আয়োজনে অংশগ্রহণ করেন এবং উপস্থিত অতিথিবৃন্দ বক্তব্য প্রদান করেন। অত্র এলাকার সাধারণ মানুষ এই আয়োজনে অংশগ্রহণ করেন এবং উপস্থিত অতিথিবৃন্দ বক্তব্য প্রদান করেন। অত্র এলাকার সাধারণ মানুষ এই আয়োজনে অংশগ্রহণ করেন এবং উপস্থিত অতিথিবৃন্দ বক্তব্য প্রদান করেন। অত্র এলাকার সাধারণ মানুষ এই আয়োজনে অংশগ্রহণ করেন এবং উপস্থিত অতিথিবৃন্দ বক্তব্য প্রদান করেন। অত্র এলাকার সাধারণ মানুষ এই আয়োজনে অংশগ্রহণ করেন এবং উপস্থিত অতিথিবৃন্দ বক্তব্য প্রদান করেন। অত্র এলাকার সাধারণ মানুষ এই আয়োজনে অংশগ্রহণ করেন এবং উপস্থিত অতিথিবৃন্দ বক্তব্য প্রদান করেন। অত্র এলাকার সাধারণ মানুষ এই আয়োজনে অংশগ্রহণ করেন এবং উপস্থিত অতিথিবৃন্দ বক্তব্য প্রদান করেন। অত্র এলাকার সাধারণ মানুষ এই আয়োজনে অংশগ্রহণ করেন এবং উপস্থিত অতিথিবৃন্দ বক্তব্য প্রদান করেন। অত্র এলাকার সাধারণ মানুষ এই আয়োজনে অংশগ্রহণ করেন এবং উপস্থিত অতিথিবৃন্দ বক্তব্য প্রদান করেন। অত্র এলাকার সাধারণ মানুষ এই আয়োজনে অংশগ্রহণ করেন এবং উপস্থিত অতিথিবৃন্দ বক্তব্য প্রদান করেন। <box>179 113 351 188</box>
